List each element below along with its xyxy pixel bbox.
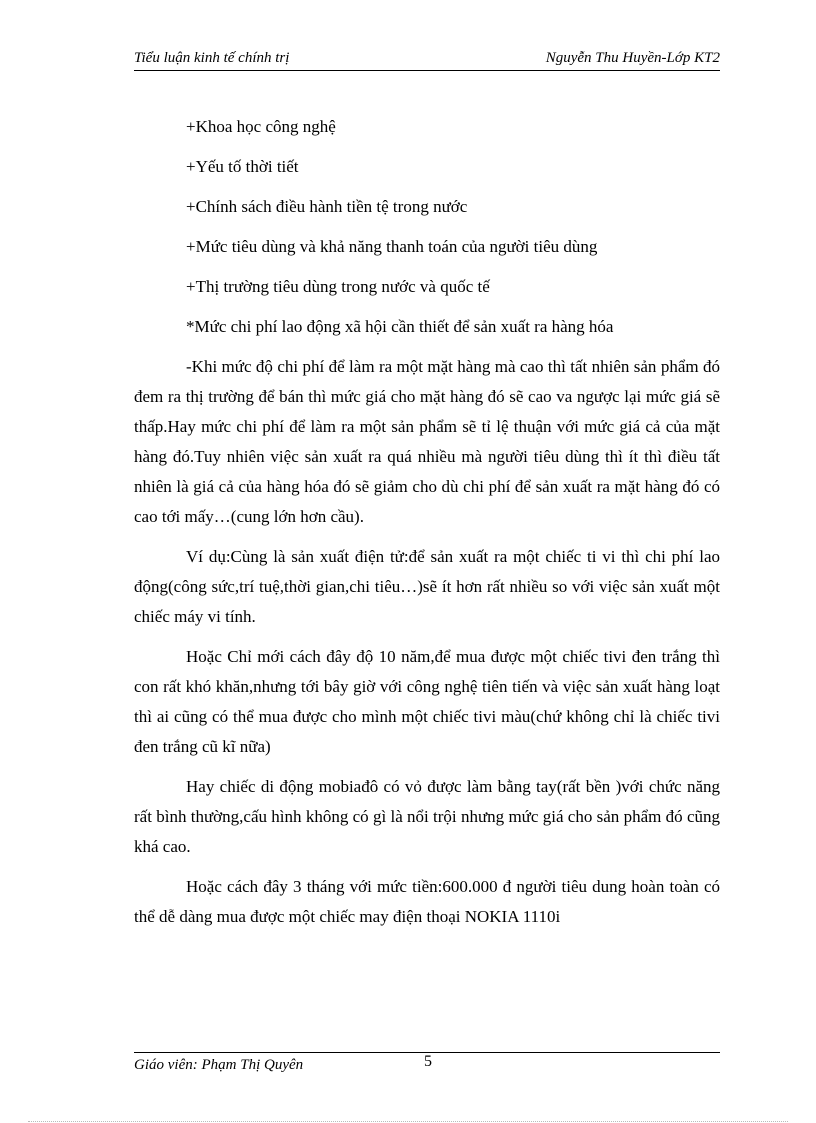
bullet-item: *Mức chi phí lao động xã hội cần thiết để sản xuất ra hàng hóa <box>186 317 614 336</box>
body-paragraph: Hay chiếc di động mobiađô có vỏ được làm bằng tay(rất bền )với chức năng rất bình thường,cấu hình không có gì là nổi trội nhưng mức giá cho sản phẩm đó cũng khá cao. <box>134 777 720 856</box>
footer-teacher: Giáo viên: Phạm Thị Quyên <box>134 1057 304 1073</box>
page-header <box>134 50 720 71</box>
bullet-item: +Chính sách điều hành tiền tệ trong nước <box>186 197 468 216</box>
bullet-item: +Khoa học công nghệ <box>186 117 336 136</box>
header-author: Nguyễn Thu Huyền-Lớp KT2 <box>545 50 720 66</box>
body-paragraph: Ví dụ:Cùng là sản xuất điện tử:để sản xuất ra một chiếc ti vi thì chi phí lao động(công sức,trí tuệ,thời gian,chi tiêu…)sẽ ít hơn rất nhiều so với việc sản xuất một chiếc máy vi tính. <box>134 547 720 626</box>
page-footer <box>134 1052 720 1075</box>
body-paragraph: Hoặc cách đây 3 tháng với mức tiền:600.000 đ người tiêu dung hoàn toàn có thể dễ dàng mua được một chiếc may điện thoại NOKIA 1110i <box>134 877 720 926</box>
page-number: 5 <box>424 1053 432 1070</box>
bullet-item: +Yếu tố thời tiết <box>186 157 299 176</box>
page-body <box>134 112 720 942</box>
bullet-item: +Mức tiêu dùng và khả năng thanh toán của người tiêu dùng <box>186 237 598 256</box>
header-title: Tiểu luận kinh tế chính trị <box>134 50 290 66</box>
body-paragraph: Hoặc Chỉ mới cách đây độ 10 năm,để mua được một chiếc tivi đen trắng thì con rất khó khăn,nhưng tới bây giờ với công nghệ tiên tiến và việc sản xuất hàng loạt thì ai cũng có thể mua được cho mình một chiếc tivi màu(chứ không chỉ là chiếc tivi đen trắng cũ kĩ nữa) <box>134 647 720 756</box>
bullet-item: +Thị trường tiêu dùng trong nước và quốc tế <box>186 277 490 296</box>
body-paragraph: -Khi mức độ chi phí để làm ra một mặt hàng mà cao thì tất nhiên sản phẩm đó đem ra thị trường để bán thì mức giá cho mặt hàng đó sẽ cao va ngược lại mức giá sẽ thấp.Hay mức chi phí để làm ra một sản phẩm sẽ tỉ lệ thuận với mức giá cả của mặt hàng đó.Tuy nhiên việc sản xuất ra quá nhiều mà người tiêu dùng thì ít thì điều tất nhiên là giá cả của hàng hóa đó sẽ giảm cho dù chi phí để sản xuất ra mặt hàng đó có cao tới mấy…(cung lớn hơn cầu). <box>134 357 720 526</box>
